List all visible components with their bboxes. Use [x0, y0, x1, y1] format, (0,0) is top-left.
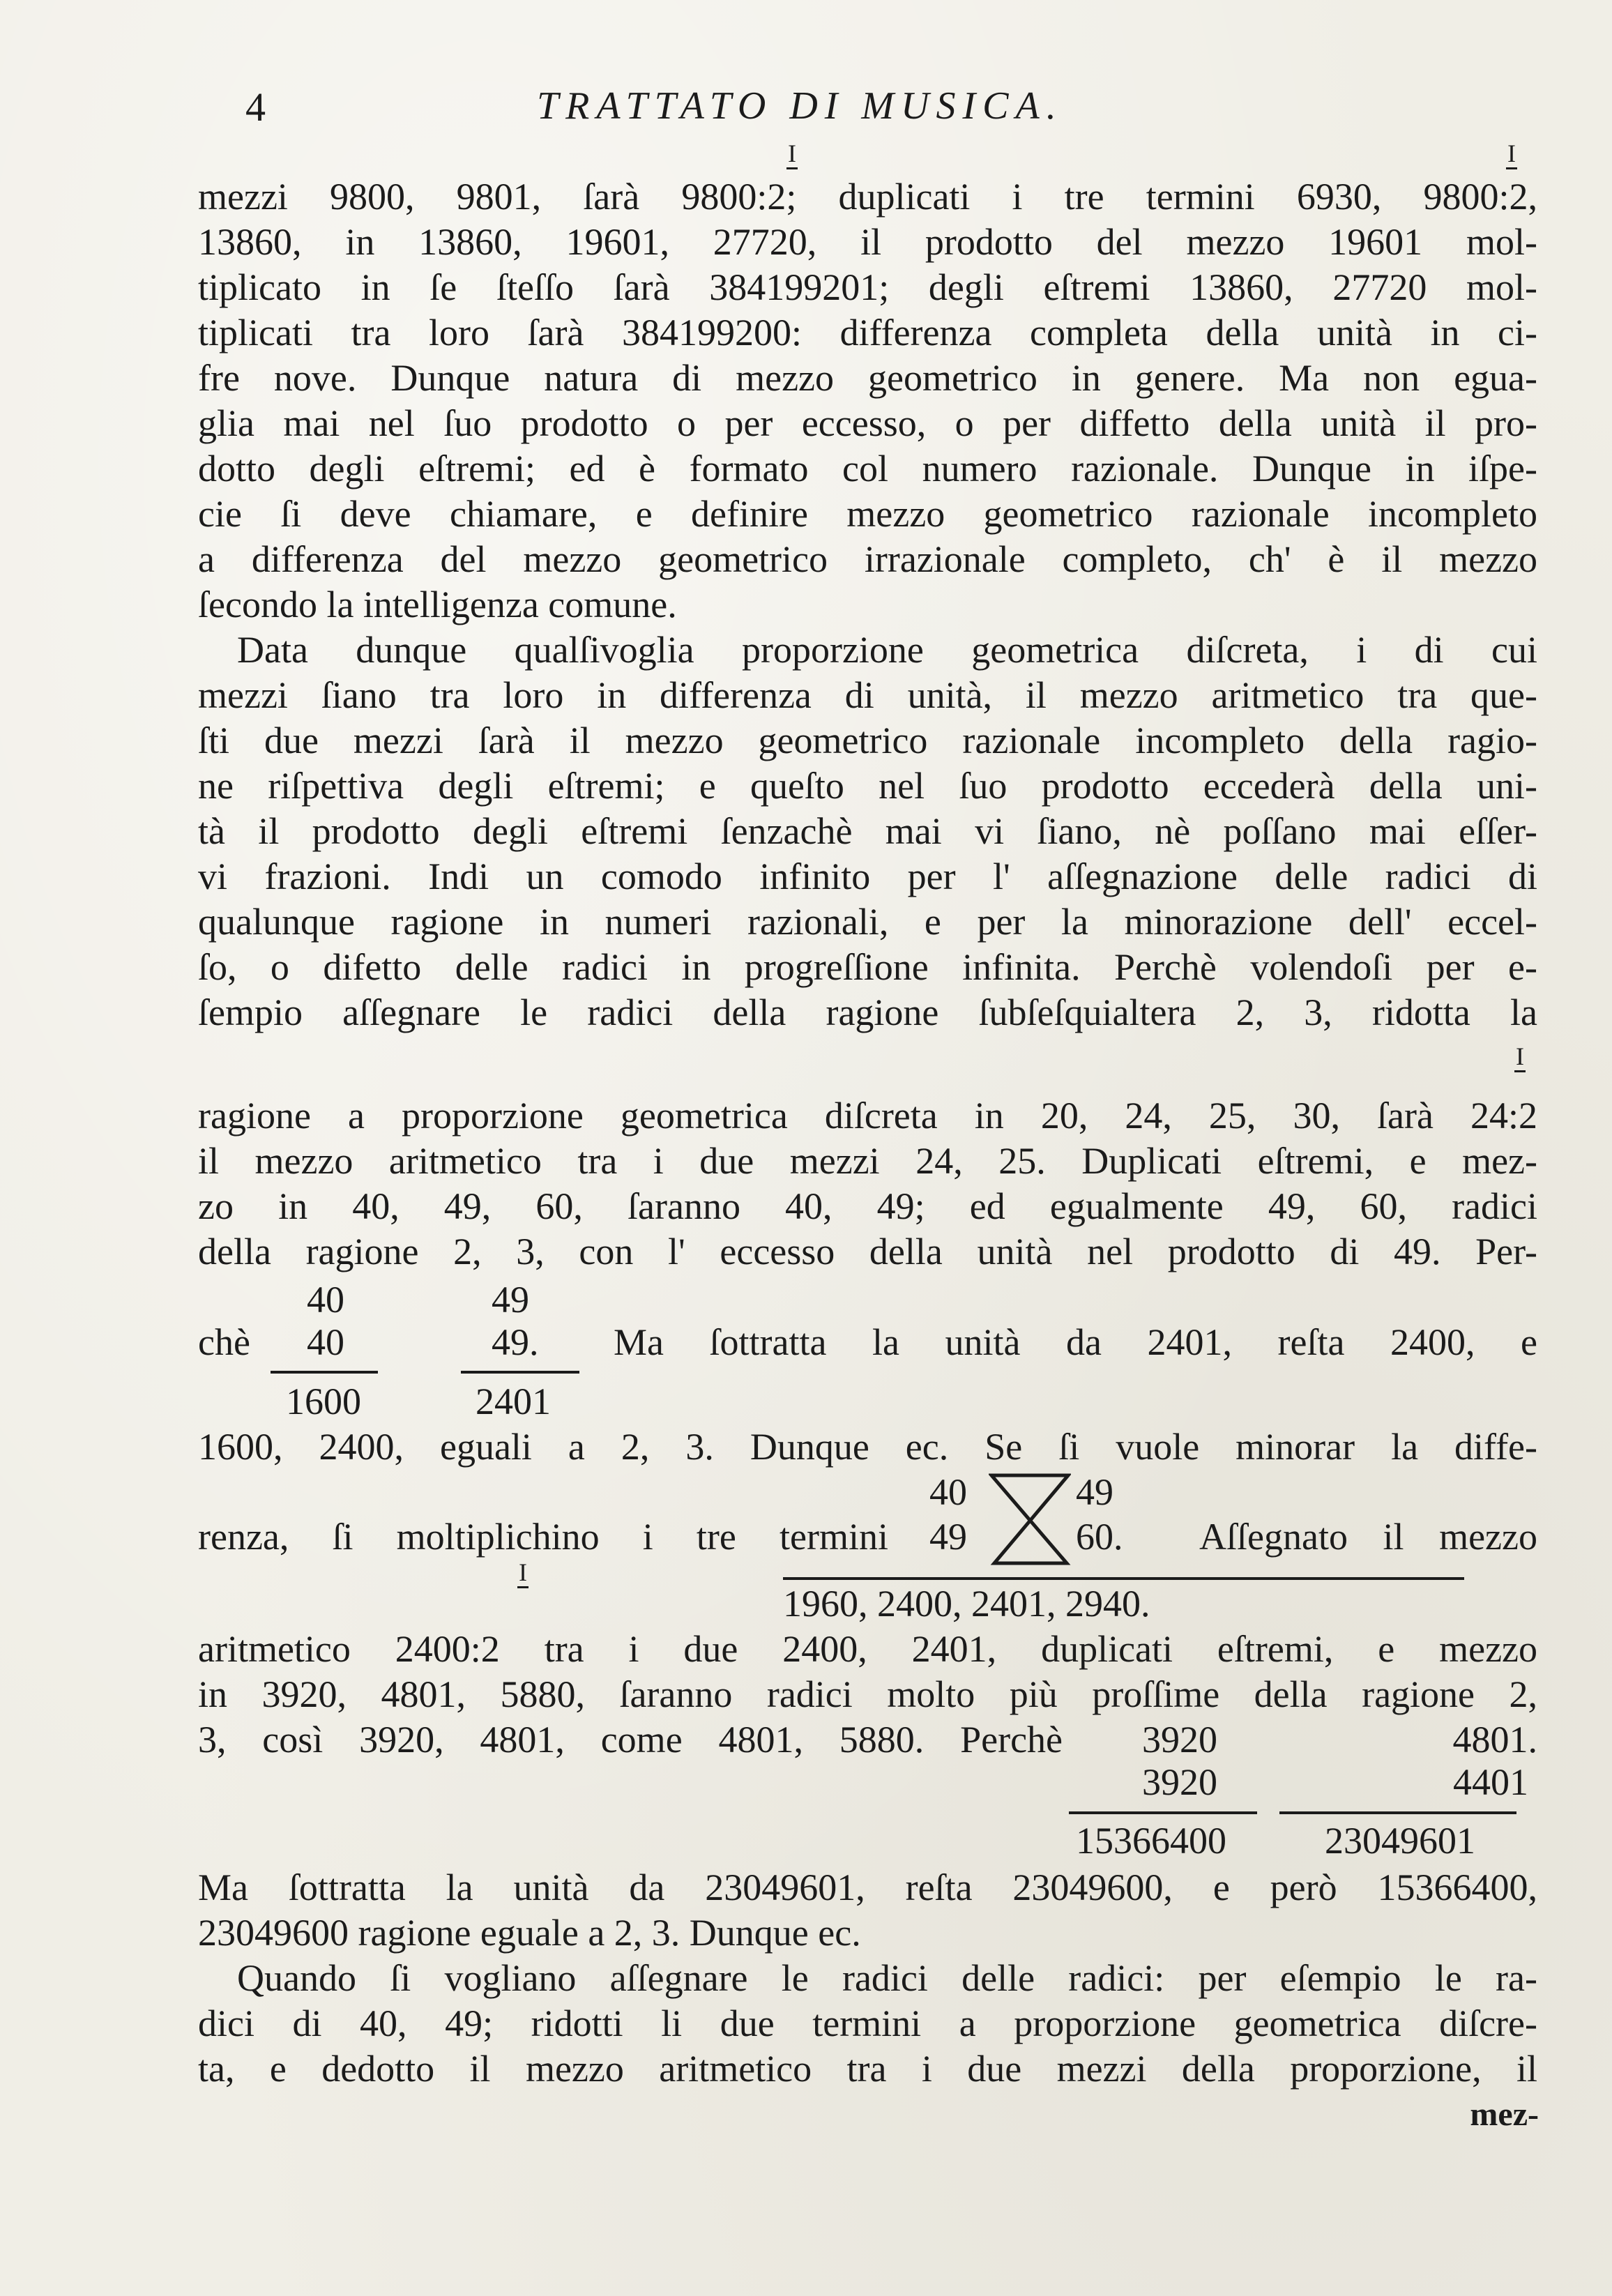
text-line: ta, e dedotto il mezzo aritmetico tra i due mezzi della proporzione, il [198, 2048, 1537, 2090]
sum-rule [271, 1371, 378, 1374]
text-line: renza, ſi moltiplichino i tre termini [198, 1516, 888, 1558]
text-line: ragione a proporzione geometrica diſcreta in 20, 24, 25, 30, ſarà 24:2 [198, 1095, 1537, 1136]
factor: 4801. [1452, 1719, 1537, 1761]
factor: 49 [492, 1279, 529, 1321]
text-line: 13860, in 13860, 19601, 27720, il prodotto del mezzo 19601 mol- [198, 221, 1537, 263]
text-line: cie ſi deve chiamare, e definire mezzo geometrico razionale incompleto [198, 493, 1537, 535]
text-line: il mezzo aritmetico tra i due mezzi 24, 25. Duplicati eſtremi, e mez- [198, 1140, 1537, 1182]
fraction-numerator: I [1506, 139, 1517, 169]
text-line: dici di 40, 49; ridotti li due termini a proporzione geometrica diſcre- [198, 2002, 1537, 2044]
sum-rule [783, 1577, 1464, 1580]
text-line: aritmetico 2400:2 tra i due 2400, 2401, duplicati eſtremi, e mezzo [198, 1628, 1537, 1670]
catchword: mez- [1470, 2096, 1539, 2133]
product: 23049601 [1325, 1820, 1475, 1862]
factor: 49. [492, 1321, 539, 1363]
text-line: Quando ſi vogliano aſſegnare le radici delle radici: per eſempio le ra- [237, 1957, 1537, 1999]
product: 2401 [476, 1381, 551, 1422]
product: 15366400 [1076, 1820, 1226, 1862]
products: 1960, 2400, 2401, 2940. [783, 1583, 1150, 1625]
page-number: 4 [245, 84, 266, 130]
text-line: a differenza del mezzo geometrico irrazionale completo, ch' è il mezzo [198, 538, 1537, 580]
sum-rule [461, 1371, 579, 1374]
term: 49 [929, 1516, 967, 1558]
term: 40 [929, 1471, 967, 1513]
hourglass-cross-icon [989, 1473, 1071, 1566]
term: 49 [1076, 1471, 1113, 1513]
product: 1600 [286, 1381, 361, 1422]
text-line: 1600, 2400, eguali a 2, 3. Dunque ec. Se ſi vuole minorar la diffe- [198, 1426, 1537, 1468]
text-line: della ragione 2, 3, con l' eccesso della unità nel prodotto di 49. Per- [198, 1231, 1537, 1272]
text-line: vi frazioni. Indi un comodo infinito per l' aſſegnazione delle radici di [198, 856, 1537, 897]
fraction-numerator: I [786, 139, 798, 169]
text-line: Ma ſottratta la unità da 23049601, reſta 23049600, e però 15366400, [198, 1867, 1537, 1908]
text-line: Aſſegnato il mezzo [1199, 1516, 1537, 1558]
text-line: tà il prodotto degli eſtremi ſenzachè mai vi ſiano, nè poſſano mai eſſer- [198, 810, 1537, 852]
term: 60. [1076, 1516, 1123, 1558]
text-line: mezzi 9800, 9801, ſarà 9800:2; duplicati i tre termini 6930, 9800:2, [198, 176, 1537, 218]
text-line: ne riſpettiva degli eſtremi; e queſto nel ſuo prodotto eccederà della uni- [198, 765, 1537, 807]
factor: 40 [307, 1279, 344, 1321]
text-line: mezzi ſiano tra loro in differenza di unità, il mezzo aritmetico tra que- [198, 674, 1537, 716]
fraction-numerator: I [1514, 1042, 1526, 1072]
text-line: ſempio aſſegnare le radici della ragione ſubſeſquialtera 2, 3, ridotta la [198, 991, 1537, 1033]
text-line: ſo, o difetto delle radici in progreſſione infinita. Perchè volendoſi per e- [198, 946, 1537, 988]
sum-rule [1279, 1811, 1516, 1814]
text-line: ſecondo la intelligenza comune. [198, 584, 677, 625]
factor: 3920 [1142, 1719, 1217, 1761]
text-line: Ma ſottratta la unità da 2401, reſta 2400, e [614, 1321, 1537, 1363]
text-line: zo in 40, 49, 60, ſaranno 40, 49; ed egualmente 49, 60, radici [198, 1185, 1537, 1227]
text-line: 23049600 ragione eguale a 2, 3. Dunque ec. [198, 1912, 861, 1954]
text-line: tiplicato in ſe ſteſſo ſarà 384199201; degli eſtremi 13860, 27720 mol- [198, 266, 1537, 308]
text-line: tiplicati tra loro ſarà 384199200: differenza completa della unità in ci- [198, 312, 1537, 353]
fraction-numerator: I [517, 1558, 529, 1588]
running-title: TRATTATO DI MUSICA. [537, 84, 1063, 128]
text-line: Data dunque qualſivoglia proporzione geometrica diſcreta, i di cui [237, 629, 1537, 671]
factor: 4401 [1453, 1761, 1528, 1803]
text-fragment: chè [198, 1321, 250, 1363]
text-line: in 3920, 4801, 5880, ſaranno radici molto più proſſime della ragione 2, [198, 1673, 1537, 1715]
text-line: dotto degli eſtremi; ed è formato col numero razionale. Dunque in iſpe- [198, 448, 1537, 489]
sum-rule [1069, 1811, 1257, 1814]
text-line: fre nove. Dunque natura di mezzo geometrico in genere. Ma non egua- [198, 357, 1537, 399]
factor: 40 [307, 1321, 344, 1363]
text-line: ſti due mezzi ſarà il mezzo geometrico razionale incompleto della ragio- [198, 720, 1537, 761]
factor: 3920 [1142, 1761, 1217, 1803]
text-line: qualunque ragione in numeri razionali, e per la minorazione dell' eccel- [198, 901, 1537, 943]
text-line: 3, così 3920, 4801, come 4801, 5880. Perchè [198, 1719, 1063, 1761]
text-line: glia mai nel ſuo prodotto o per eccesso, o per diffetto della unità il pro- [198, 402, 1537, 444]
